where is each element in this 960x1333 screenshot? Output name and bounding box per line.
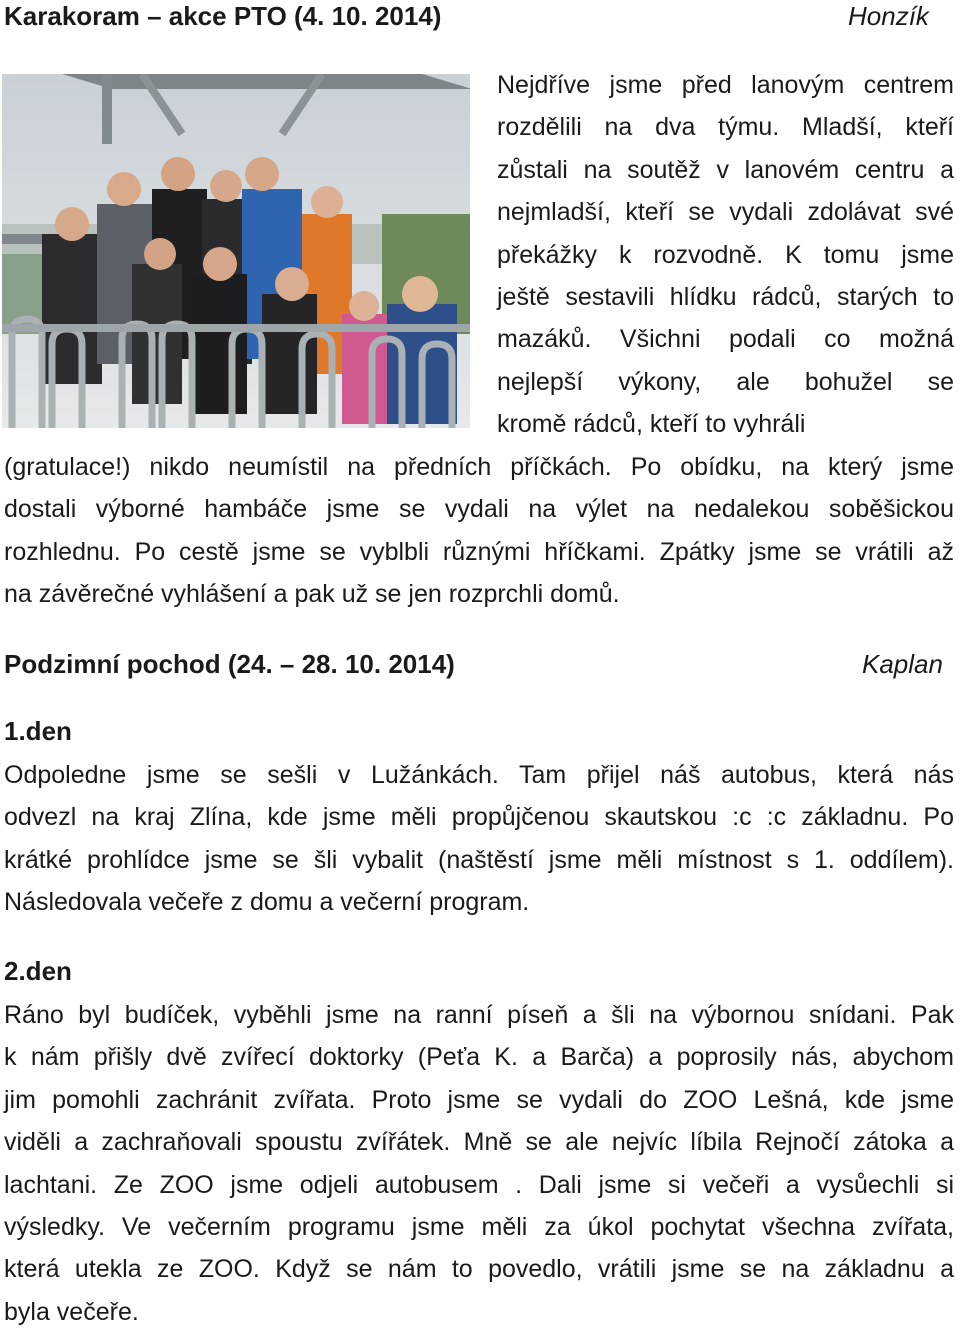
- day-paragraph: [4, 994, 954, 1333]
- day-title: 1.den: [4, 716, 72, 746]
- paragraph-line: rozhlednu. Po cestě jsme se vyblbli různými hříčkami. Zpátky jsme se vrátili až: [4, 537, 954, 566]
- paragraph-line: výsledky. Ve večerním programu jsme měli za úkol pochytat všechna zvířata,: [4, 1213, 954, 1242]
- paragraph-line: dostali výborné hambáče jsme se vydali na výlet na nedalekou soběšickou: [4, 495, 954, 524]
- paragraph-line: kromě rádců, kteří to vyhráli: [497, 410, 806, 439]
- paragraph-line: překážky k rozvodně. K tomu jsme: [497, 240, 954, 269]
- paragraph-line: zůstali na soutěž v lanovém centru a: [497, 155, 954, 184]
- paragraph-line: viděli a zachraňovali spoustu zvířátek. Mně se ale nejvíc líbila Rejnočí zátoka a: [4, 1128, 954, 1157]
- article-author: Kaplan: [862, 649, 943, 679]
- paragraph-line: Odpoledne jsme se sešli v Lužánkách. Tam přijel náš autobus, která nás: [4, 761, 954, 789]
- group-photo-image: [2, 74, 470, 428]
- paragraph-line: na závěrečné vyhlášení a pak už se jen rozprchli domů.: [4, 580, 620, 609]
- paragraph-line: krátké prohlídce jsme se šli vybalit (naštěstí jsme měli místnost s 1. oddílem).: [4, 845, 954, 874]
- paragraph-line: byla večeře.: [4, 1297, 139, 1326]
- paragraph-line: nejmladší, kteří se vydali zdolávat své: [497, 198, 954, 227]
- paragraph-line: lachtani. Ze ZOO jsme odjeli autobusem . Dali jsme si večeři a vysůechli si: [4, 1170, 954, 1199]
- paragraph-line: odvezl na kraj Zlína, kde jsme měli propůjčenou skautskou :c :c základnu. Po: [4, 803, 954, 832]
- paragraph-line: nejlepší výkony, ale bohužel se: [497, 367, 954, 396]
- paragraph-line: Ráno byl budíček, vyběhli jsme na ranní píseň a šli na výbornou snídani. Pak: [4, 1001, 954, 1029]
- day-title: 2.den: [4, 956, 72, 986]
- article-heading: [4, 648, 949, 680]
- article-title: Podzimní pochod (24. – 28. 10. 2014): [4, 649, 455, 679]
- paragraph-line: ještě sestavili hlídku rádců, starých to: [497, 283, 954, 312]
- article-author: Honzík: [848, 1, 929, 31]
- day-paragraph: [4, 754, 954, 924]
- article-heading: [4, 0, 944, 32]
- paragraph-line: která utekla ze ZOO. Když se nám to povedlo, vrátili jsme se na základnu a: [4, 1255, 954, 1284]
- paragraph-line: mazáků. Všichni podali co možná: [497, 325, 954, 354]
- article1-full-paragraph: [4, 446, 954, 616]
- paragraph-line: jim pomohli zachránit zvířata. Proto jsme se vydali do ZOO Lešná, kde jsme: [4, 1085, 954, 1114]
- paragraph-line: (gratulace!) nikdo neumístil na předních příčkách. Po obídku, na který jsme: [4, 453, 954, 481]
- paragraph-line: k nám přišly dvě zvířecí doktorky (Peťa K. a Barča) a poprosily nás, abychom: [4, 1043, 954, 1072]
- paragraph-line: rozdělili na dva týmu. Mladší, kteří: [497, 113, 954, 142]
- paragraph-line: Nejdříve jsme před lanovým centrem: [497, 71, 954, 99]
- article1-wrapped-paragraph: [497, 64, 954, 446]
- paragraph-line: Následovala večeře z domu a večerní program.: [4, 888, 530, 917]
- group-photo: [2, 74, 470, 428]
- article-title: Karakoram – akce PTO (4. 10. 2014): [4, 1, 442, 31]
